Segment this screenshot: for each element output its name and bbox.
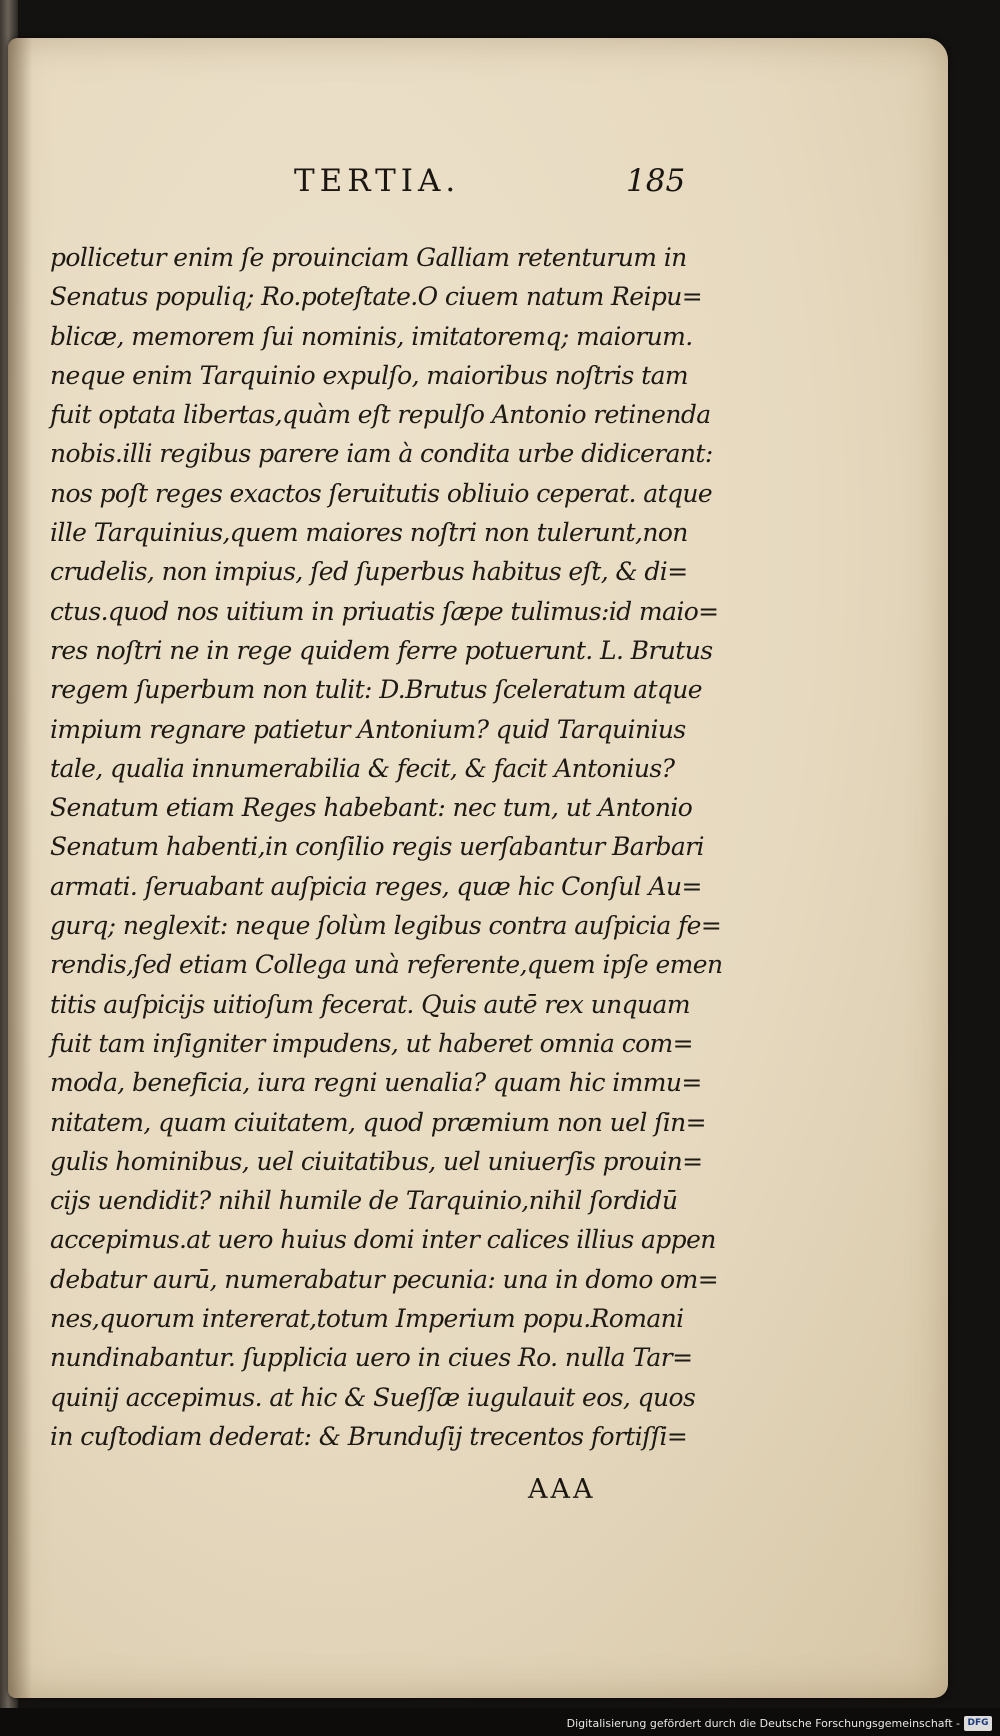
text-line: titis auſpicijs uitioſum fecerat. Quis autē rex unquam [50, 989, 690, 1019]
signature-mark: AAA [528, 1474, 596, 1505]
text-line: fuit tam inſigniter impudens, ut haberet omnia com= [50, 1028, 694, 1058]
dfg-logo-icon: DFG [964, 1716, 992, 1731]
text-line: neque enim Tarquinio expulſo, maioribus noſtris tam [50, 360, 688, 390]
text-line: moda, beneficia, iura regni uenalia? quam hic immu= [50, 1068, 702, 1098]
text-line: gulis hominibus, uel ciuitatibus, uel uniuerſis prouin= [50, 1146, 703, 1176]
text-line: nitatem, quam ciuitatem, quod præmium non uel ſin= [50, 1107, 706, 1137]
text-line: nes,quorum intererat,totum Imperium popu.Romani [50, 1304, 684, 1334]
text-line: armati. ſeruabant auſpicia reges, quæ hic Conſul Au= [50, 871, 702, 901]
text-line: crudelis, non impius, ſed ſuperbus habitus eſt, & di= [50, 557, 688, 587]
text-line: impium regnare patietur Antonium? quid Tarquinius [50, 714, 686, 744]
running-title: TERTIA. [294, 163, 461, 199]
text-line: debatur aurū, numerabatur pecunia: una in domo om= [50, 1264, 719, 1294]
text-line: in cuſtodiam dederat: & Brunduſij trecentos fortiſſi= [50, 1421, 688, 1451]
text-line: ctus.quod nos uitium in priuatis ſæpe tulimus:id maio= [50, 596, 719, 626]
footer-credit: Digitalisierung gefördert durch die Deutsche Forschungsgemeinschaft - [566, 1717, 960, 1730]
text-line: nos poſt reges exactos ſeruitutis obliuio ceperat. atque [50, 478, 713, 508]
text-line: regem ſuperbum non tulit: D.Brutus ſceleratum atque [50, 675, 703, 705]
text-line: tale, qualia innumerabilia & fecit, & facit Antonius? [50, 753, 675, 783]
text-line: Senatus populiq; Ro.poteſtate.O ciuem natum Reipu= [50, 282, 703, 312]
text-line: gurq; neglexit: neque ſolùm legibus contra auſpicia fe= [50, 911, 722, 941]
text-line: quinij accepimus. at hic & Sueſſæ iugulauit eos, quos [50, 1382, 696, 1412]
page-number: 185 [626, 163, 686, 199]
text-line: rendis,ſed etiam Collega unà referente,quem ipſe emen [50, 950, 723, 980]
text-line: pollicetur enim ſe prouinciam Galliam retenturum in [50, 243, 687, 272]
text-line: Senatum etiam Reges habebant: nec tum, ut Antonio [50, 793, 693, 823]
text-line: accepimus.at uero huius domi inter calices illius appen [50, 1225, 716, 1255]
text-line: cijs uendidit? nihil humile de Tarquinio,nihil ſordidū [50, 1186, 678, 1216]
footer-bar [0, 1708, 1000, 1736]
text-block [50, 238, 723, 1456]
text-line: nundinabantur. ſupplicia uero in ciues Ro. nulla Tar= [50, 1343, 693, 1373]
text-line: res noſtri ne in rege quidem ferre potuerunt. L. Brutus [50, 635, 713, 665]
text-line: blicæ, memorem ſui nominis, imitatoremq; maiorum. [50, 321, 693, 351]
book-page [8, 38, 948, 1698]
text-line: ille Tarquinius,quem maiores noſtri non tulerunt,non [50, 518, 688, 548]
text-line: fuit optata libertas,quàm eſt repulſo Antonio retinenda [50, 400, 711, 430]
page-gutter-shadow [8, 38, 32, 1698]
text-line: Senatum habenti,in conſilio regis uerſabantur Barbari [50, 832, 704, 862]
running-head [8, 163, 948, 213]
text-line: nobis.illi regibus parere iam à condita urbe didicerant: [50, 439, 713, 469]
